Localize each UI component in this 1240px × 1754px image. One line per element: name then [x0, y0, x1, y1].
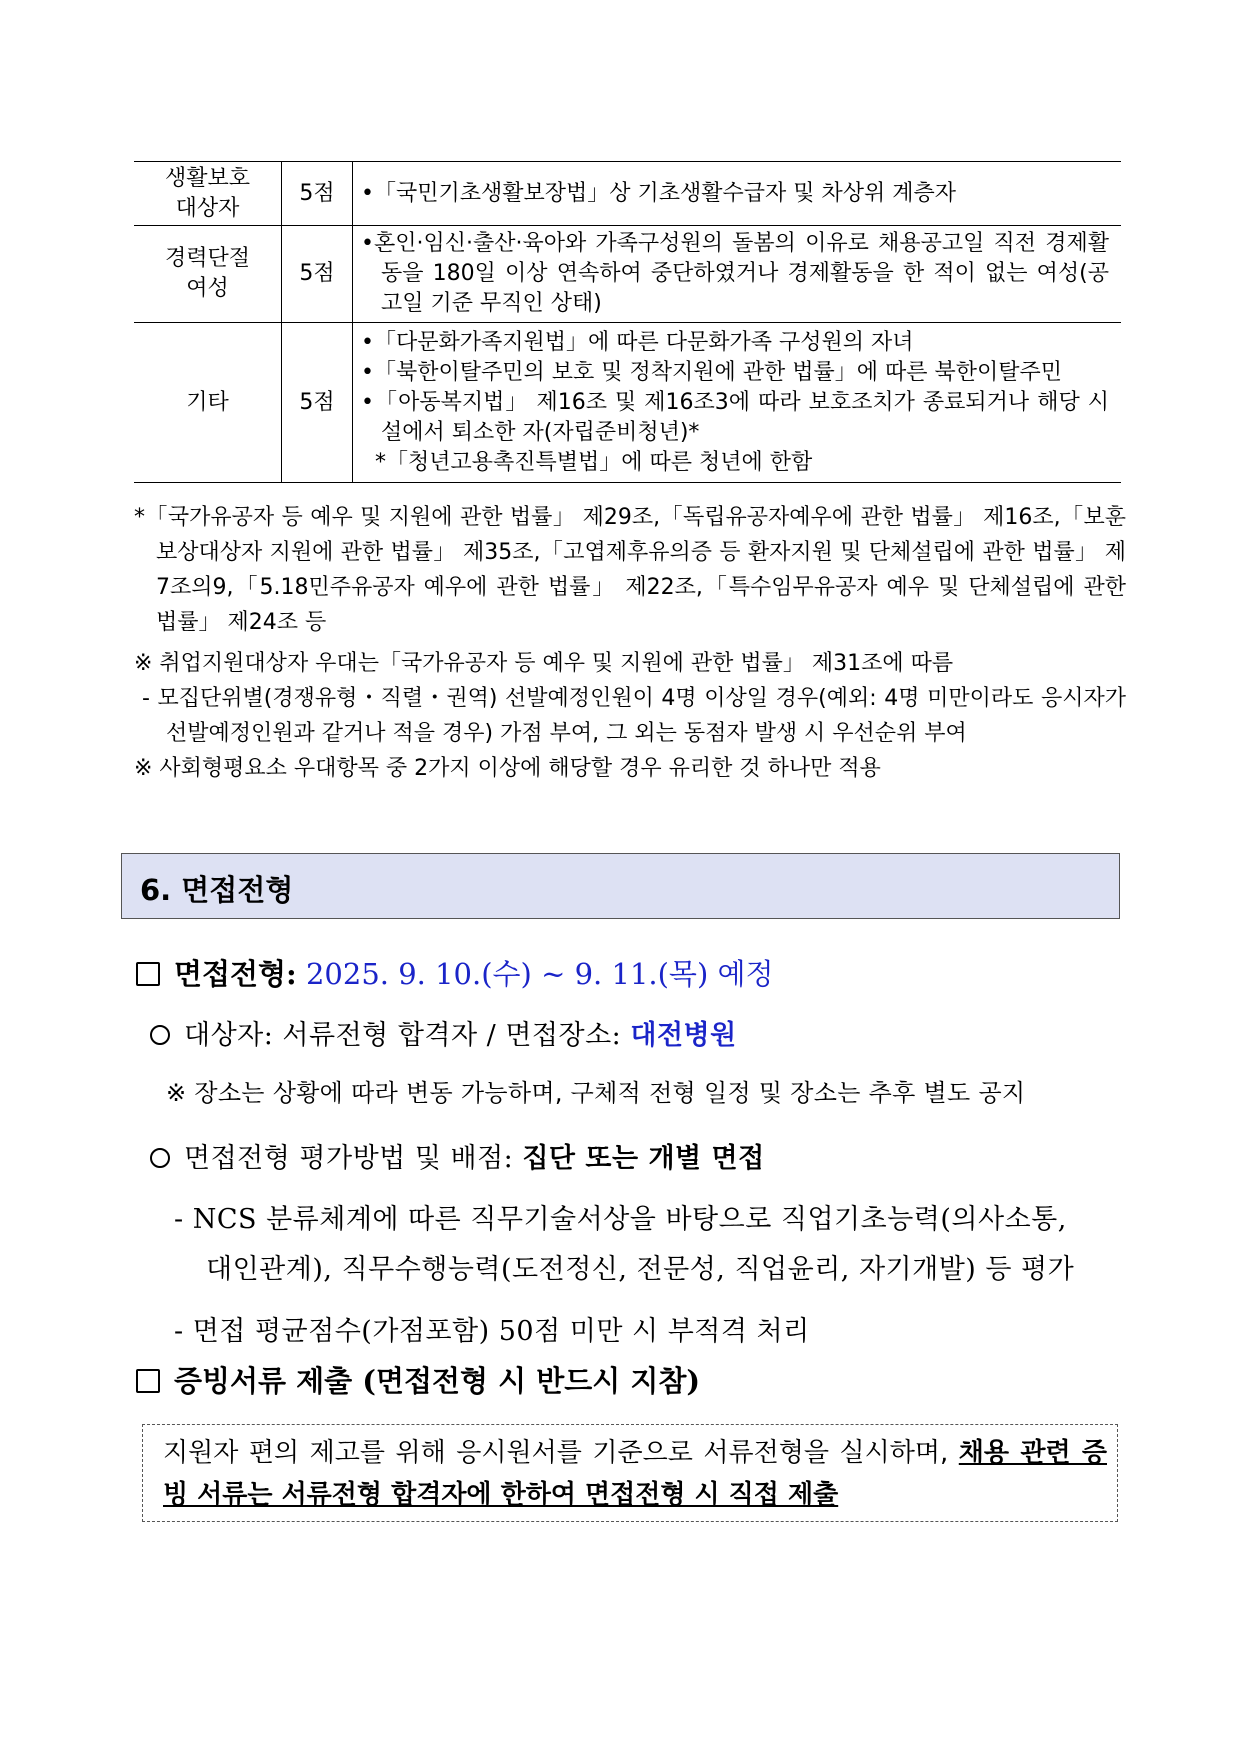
- circle-bullet-icon: [150, 1148, 170, 1168]
- category-cell: 생활보호 대상자: [134, 162, 282, 226]
- documents-notice-box: [142, 1424, 1118, 1522]
- table-row: [134, 162, 1121, 226]
- reference-note: ※ 사회형평요소 우대항목 중 2가지 이상에 해당할 경우 유리한 것 하나만 적용: [134, 756, 881, 781]
- points-cell: 5점: [282, 226, 353, 323]
- interview-target: [150, 1013, 737, 1052]
- footnote: *「청년고용촉진특별법」에 따른 청년에 한함: [375, 449, 813, 475]
- reference-note: ※ 취업지원대상자 우대는「국가유공자 등 예우 및 지원에 관한 법률」 제31조에 따름: [134, 651, 954, 676]
- description-cell: [353, 323, 1122, 483]
- interview-schedule: [136, 952, 774, 993]
- law-footnote: *「국가유공자 등 예우 및 지원에 관한 법률」 제29조,「독립유공자예우에 관한 법률」 제16조,「보훈보상대상자 지원에 관한 법률」 제35조,「고엽제후유의증 등 환자지원 및 단체설립에 관한 법률」 제7조의9,「5.18민주유공자 예우에 관한 법률」 제22조,「특수임무유공자 예우 및 단체설립에 관한 법률」 제24조 등: [134, 505, 1126, 635]
- list-item: •「다문화가족지원법」에 따른 다문화가족 구성원의 자녀: [361, 329, 914, 355]
- notice-emphasis: 채용 관련 증빙 서류는 서류전형 합격자에 한하여 면접전형 시 직접 제출: [163, 1438, 1107, 1510]
- checkbox-square-icon: [136, 1369, 160, 1393]
- category-cell: 기타: [134, 323, 282, 483]
- points-cell: 5점: [282, 323, 353, 483]
- list-item: •「국민기초생활보장법」상 기초생활수급자 및 차상위 계층자: [361, 180, 956, 206]
- notice-text: 지원자 편의 제고를 위해 응시원서를 기준으로 서류전형을 실시하며,: [163, 1438, 959, 1468]
- method-detail-line-1: - NCS 분류체계에 따른 직무기술서상을 바탕으로 직업기초능력(의사소통,: [174, 1204, 1067, 1235]
- method-detail-line-2: 대인관계), 직무수행능력(도전정신, 전문성, 직업윤리, 자기개발) 등 평가: [206, 1254, 1075, 1285]
- points-cell: 5점: [282, 162, 353, 226]
- dash-note: - 모집단위별(경쟁유형・직렬・권역) 선발예정인원이 4명 이상일 경우(예외: 4명 미만이라도 응시자가 선발예정인원과 같거나 적을 경우) 가점 부여, 그 외는 동점자 발생 시 우선순위 부여: [142, 686, 1126, 746]
- target-label: 대상자: 서류전형 합격자 / 면접장소:: [184, 1020, 622, 1051]
- documents-heading-row: [136, 1359, 700, 1400]
- description-cell: [353, 162, 1122, 226]
- notes-block: [134, 500, 1126, 786]
- table-row: [134, 323, 1121, 483]
- bonus-points-table: [134, 161, 1121, 483]
- method-label: 면접전형 평가방법 및 배점:: [184, 1143, 514, 1174]
- section-title: 6. 면접전형: [140, 873, 294, 907]
- checkbox-square-icon: [136, 962, 160, 986]
- description-cell: [353, 226, 1122, 323]
- method-value: 집단 또는 개별 면접: [522, 1143, 765, 1174]
- interview-label: 면접전형:: [174, 957, 297, 991]
- section-header: [121, 853, 1120, 919]
- category-cell: 경력단절 여성: [134, 226, 282, 323]
- interview-method: [150, 1136, 765, 1175]
- circle-bullet-icon: [150, 1025, 170, 1045]
- list-item: •혼인·임신·출산·육아와 가족구성원의 돌봄의 이유로 채용공고일 직전 경제활동을 180일 이상 연속하여 중단하였거나 경제활동을 한 적이 없는 여성(공고일 기준 무직인 상태): [361, 231, 1109, 316]
- documents-heading: 증빙서류 제출 (면접전형 시 반드시 지참): [174, 1364, 701, 1398]
- failure-criteria: - 면접 평균점수(가점포함) 50점 미만 시 부적격 처리: [174, 1316, 810, 1347]
- place-note: ※ 장소는 상황에 따라 변동 가능하며, 구체적 전형 일정 및 장소는 추후 별도 공지: [166, 1079, 1026, 1107]
- interview-date: 2025. 9. 10.(수) ~ 9. 11.(목) 예정: [305, 957, 774, 991]
- list-item: •「북한이탈주민의 보호 및 정착지원에 관한 법률」에 따른 북한이탈주민: [361, 359, 1062, 385]
- table-row: [134, 226, 1121, 323]
- interview-place: 대전병원: [630, 1020, 737, 1051]
- list-item: •「아동복지법」 제16조 및 제16조3에 따라 보호조치가 종료되거나 해당 시설에서 퇴소한 자(자립준비청년)*: [361, 389, 1109, 445]
